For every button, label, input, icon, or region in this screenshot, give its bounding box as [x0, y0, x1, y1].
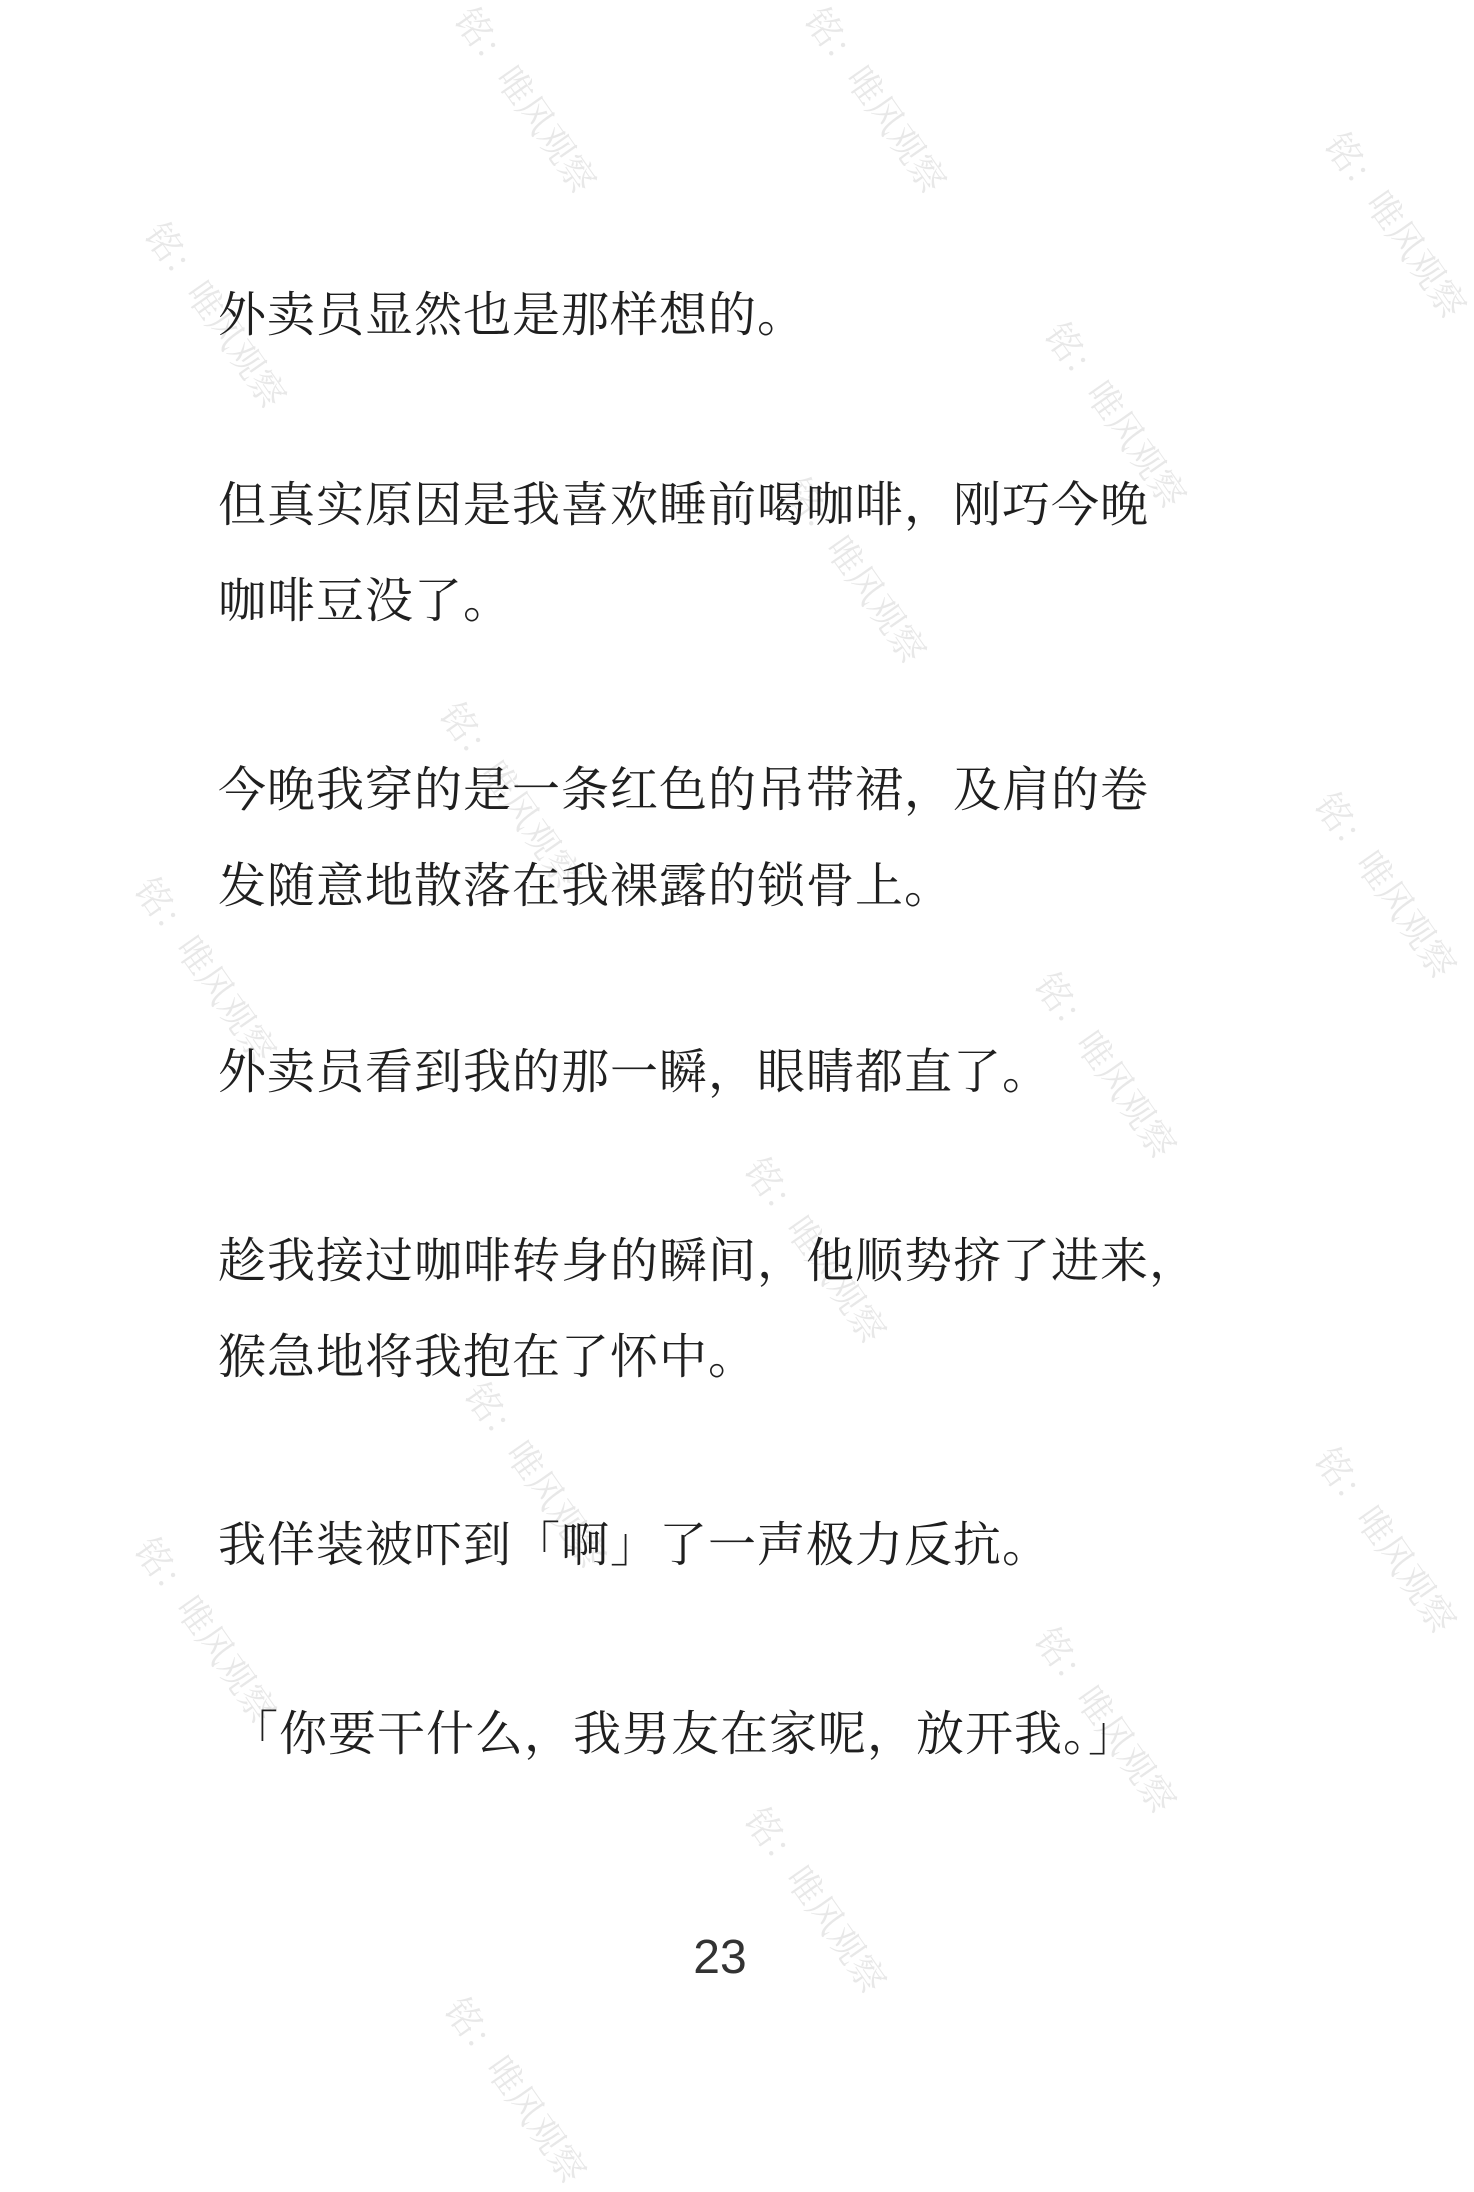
watermark: 铭：唯风观察 — [1025, 1620, 1184, 1822]
watermark: 铭：唯风观察 — [125, 870, 284, 1072]
watermark: 铭：唯风观察 — [430, 695, 589, 897]
watermark: 铭：唯风观察 — [125, 1530, 284, 1732]
paragraph: 「你要干什么，我男友在家呢，放开我。」 — [230, 1706, 1138, 1762]
watermark: 铭：唯风观察 — [1315, 125, 1474, 327]
watermark: 铭：唯风观察 — [135, 215, 294, 417]
paragraph: 但真实原因是我喜欢睡前喝咖啡，刚巧今晚 咖啡豆没了。 — [218, 477, 1150, 629]
page-number: 23 — [693, 1931, 747, 1984]
watermark: 铭：唯风观察 — [795, 0, 954, 202]
watermark: 铭：唯风观察 — [735, 1800, 894, 2002]
watermark: 铭：唯风观察 — [435, 1990, 594, 2192]
paragraph: 趁我接过咖啡转身的瞬间，他顺势挤了进来， 猴急地将我抱在了怀中。 — [218, 1233, 1199, 1385]
paragraph: 我佯装被吓到「啊」了一声极力反抗。 — [218, 1517, 1052, 1573]
watermark: 铭：唯风观察 — [445, 0, 604, 202]
paragraph: 今晚我穿的是一条红色的吊带裙，及肩的卷 发随意地散落在我裸露的锁骨上。 — [218, 762, 1150, 914]
watermark: 铭：唯风观察 — [1025, 965, 1184, 1167]
paragraph: 外卖员显然也是那样想的。 — [218, 287, 807, 343]
watermark: 铭：唯风观察 — [455, 1375, 614, 1577]
watermark: 铭：唯风观察 — [735, 1150, 894, 1352]
paragraph: 外卖员看到我的那一瞬，眼睛都直了。 — [218, 1044, 1052, 1100]
watermark: 铭：唯风观察 — [1305, 785, 1464, 987]
watermark: 铭：唯风观察 — [775, 470, 934, 672]
watermark: 铭：唯风观察 — [1035, 315, 1194, 517]
watermark: 铭：唯风观察 — [1305, 1440, 1464, 1642]
